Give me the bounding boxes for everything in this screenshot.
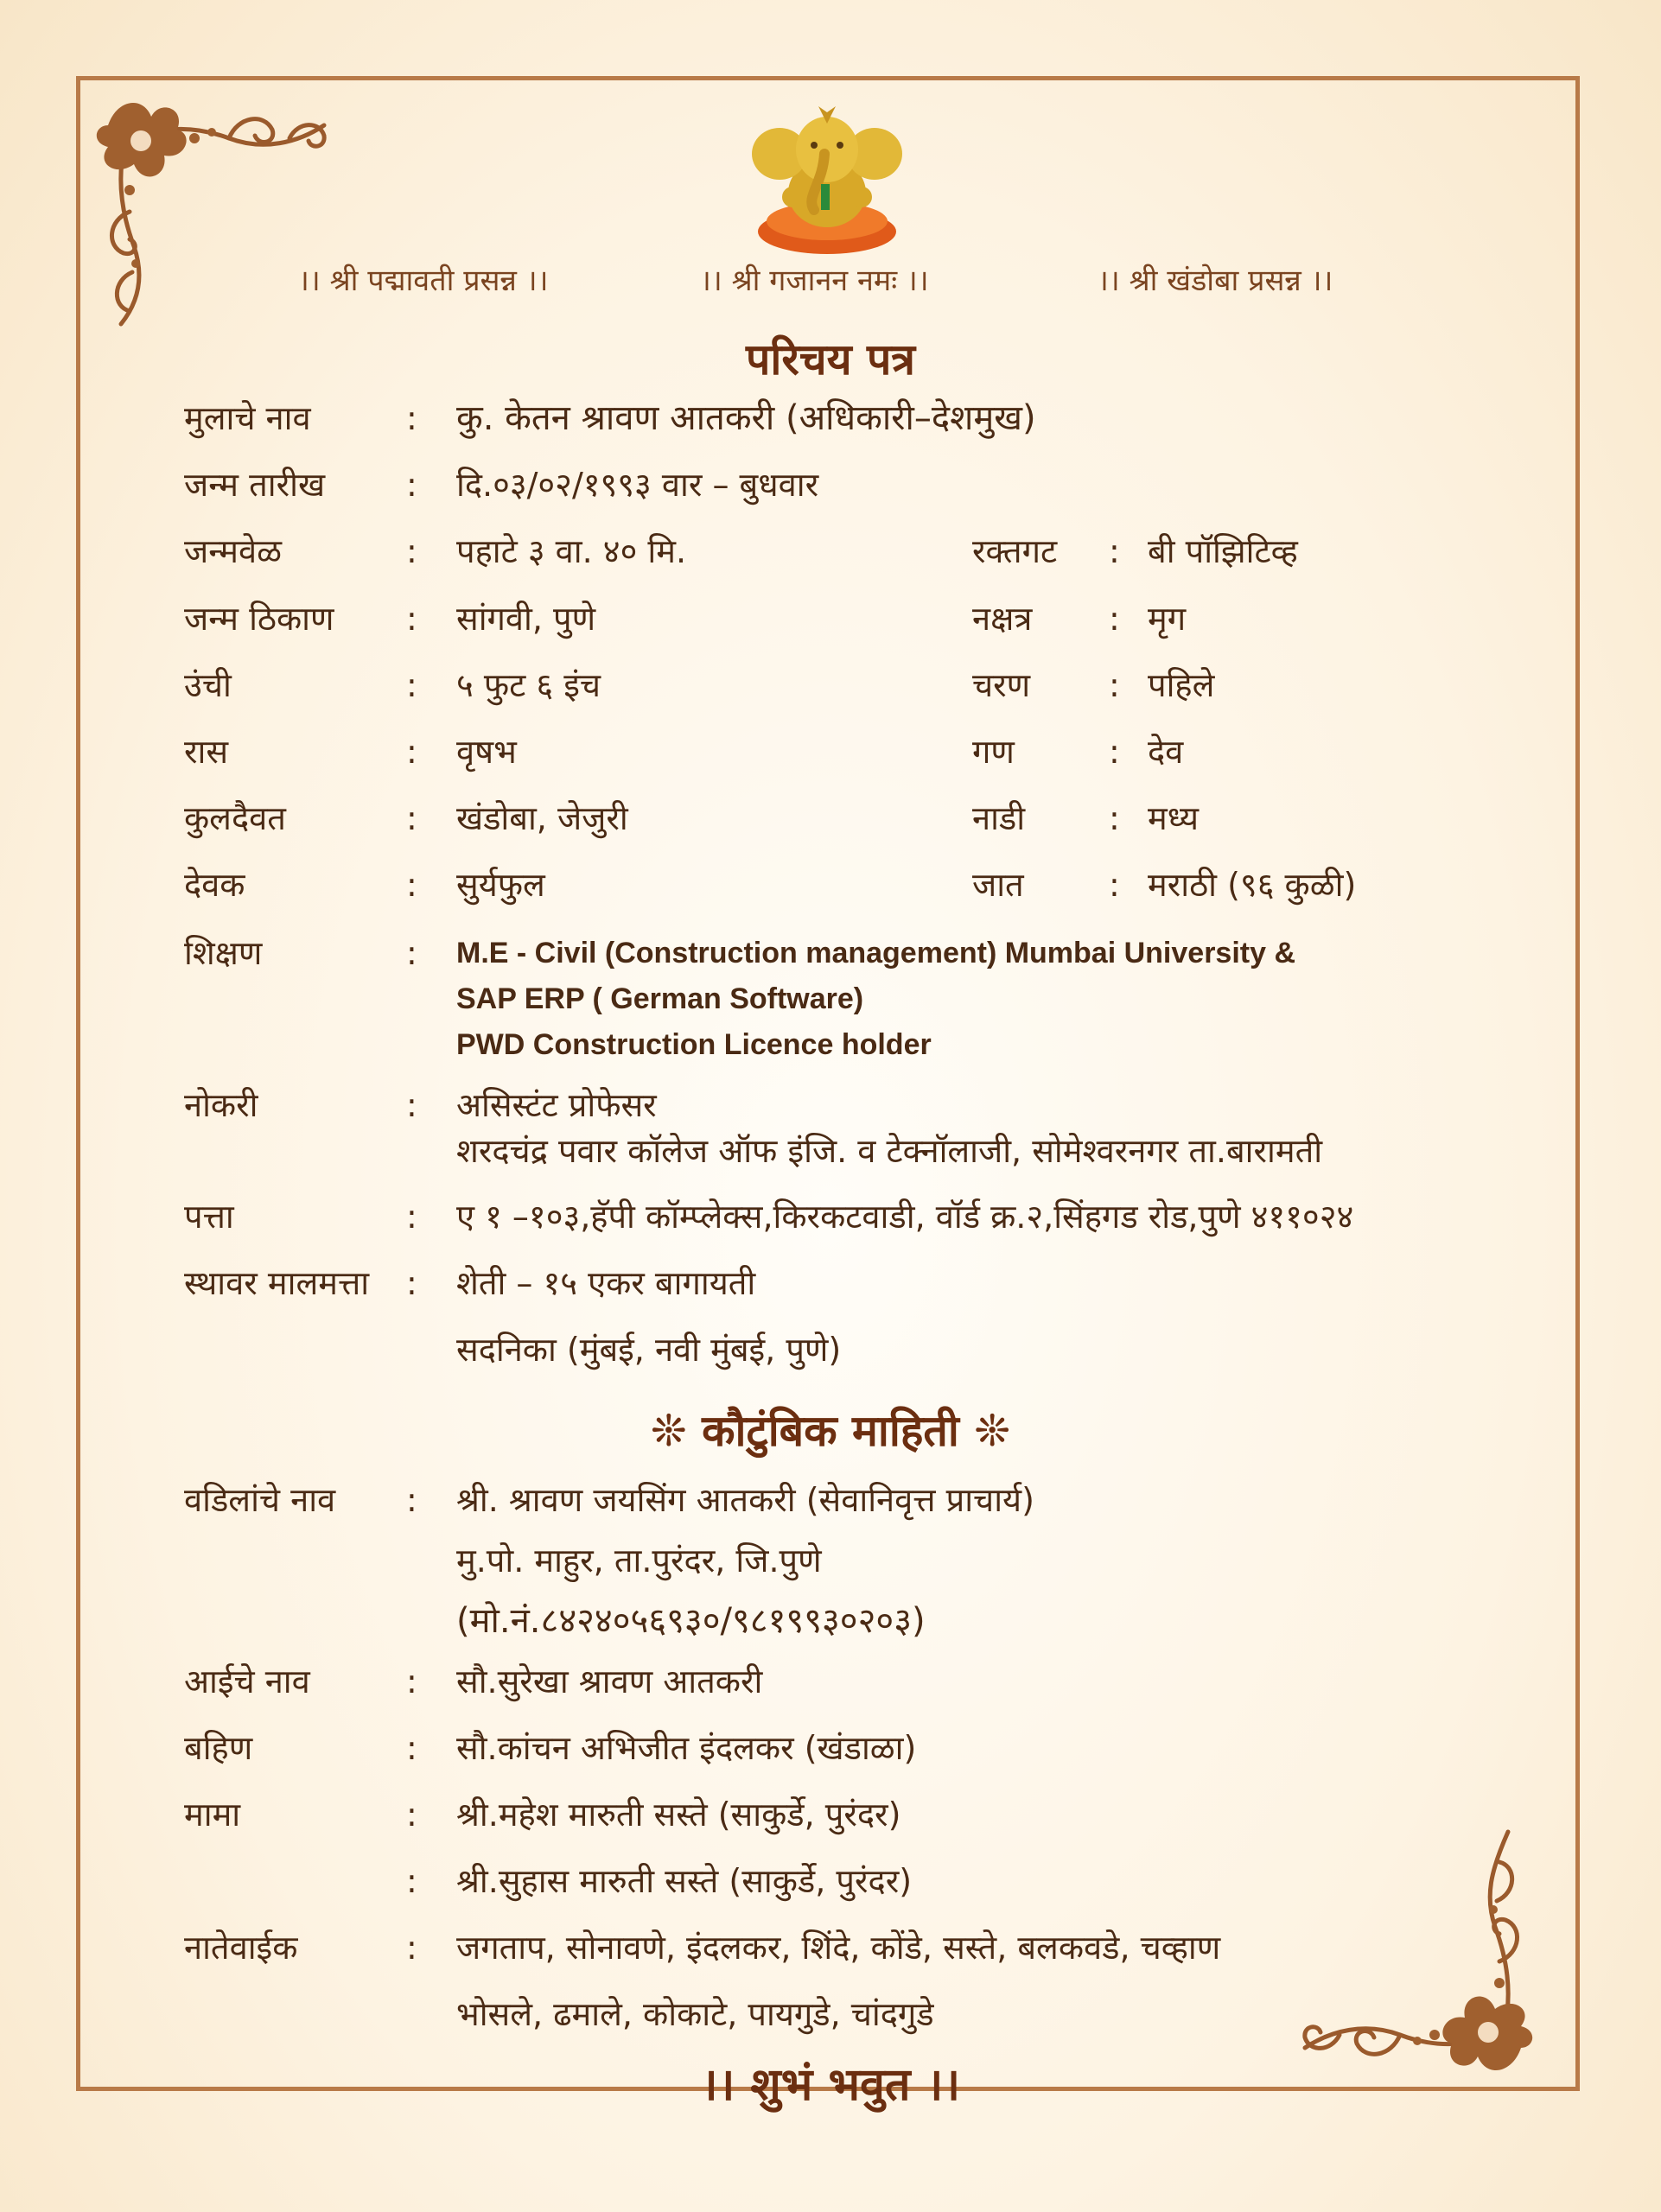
colon: :	[406, 600, 417, 638]
colon: :	[406, 733, 417, 771]
property-value: सदनिका (मुंबई, नवी मुंबई, पुणे)	[456, 1331, 842, 1369]
kuldaivat-label: कुलदैवत	[184, 799, 286, 837]
colon: :	[1109, 600, 1120, 638]
property-value: शेती – १५ एकर बागायती	[456, 1264, 756, 1302]
nakshatra-label: नक्षत्र	[972, 600, 1033, 638]
nadi-label: नाडी	[972, 799, 1026, 837]
page-title: परिचय पत्र	[746, 334, 915, 385]
relatives-value: भोसले, ढमाले, कोकाटे, पायगुडे, चांदगुडे	[456, 1995, 934, 2033]
education-label: शिक्षण	[184, 934, 263, 972]
colon: :	[406, 666, 417, 704]
colon: :	[1109, 866, 1120, 904]
education-line: SAP ERP ( German Software)	[456, 982, 864, 1015]
job-title-value: असिस्टंट प्रोफेसर	[456, 1086, 657, 1124]
birth-place-label: जन्म ठिकाण	[184, 600, 334, 638]
colon: :	[406, 466, 417, 504]
dob-value: दि.०३/०२/१९९३ वार – बुधवार	[456, 466, 819, 504]
address-value: ए १ –१०३,हॅपी कॉम्प्लेक्स,किरकटवाडी, वॉर्ड क्र.२,सिंहगड रोड,पुणे ४११०२४	[456, 1198, 1354, 1236]
nakshatra-value: मृग	[1148, 600, 1187, 638]
name-value: कु. केतन श्रावण आतकरी (अधिकारी–देशमुख)	[456, 398, 1036, 438]
ganesha-idol-image	[745, 102, 909, 257]
floral-corner-ornament	[1279, 1823, 1538, 2082]
height-label: उंची	[184, 666, 232, 704]
birth-time-label: जन्मवेळ	[184, 532, 283, 570]
blessing-padmavati: ।। श्री पद्मावती प्रसन्न ।।	[298, 264, 549, 298]
mother-label: आईचे नाव	[184, 1662, 310, 1700]
height-value: ५ फुट ६ इंच	[456, 666, 601, 704]
colon: :	[406, 1198, 417, 1236]
colon: :	[406, 532, 417, 570]
colon: :	[406, 1796, 417, 1834]
charan-value: पहिले	[1148, 666, 1215, 704]
address-label: पत्ता	[184, 1198, 234, 1236]
education-line: M.E - Civil (Construction management) Mumbai University &	[456, 937, 1296, 969]
devak-label: देवक	[184, 866, 245, 904]
name-label: मुलाचे नाव	[184, 399, 311, 437]
blood-group-label: रक्तगट	[972, 532, 1058, 570]
colon: :	[406, 1481, 417, 1519]
blessing-khandoba: ।। श्री खंडोबा प्रसन्न ।।	[1098, 264, 1333, 298]
colon: :	[1109, 532, 1120, 570]
sister-value: सौ.कांचन अभिजीत इंदलकर (खंडाळा)	[456, 1729, 917, 1767]
education-line: PWD Construction Licence holder	[456, 1028, 932, 1061]
birth-place-value: सांगवी, पुणे	[456, 600, 596, 638]
relatives-label: नातेवाईक	[184, 1929, 298, 1967]
nadi-value: मध्य	[1148, 799, 1200, 837]
colon: :	[406, 934, 417, 972]
sister-label: बहिण	[184, 1729, 253, 1767]
gan-value: देव	[1148, 733, 1184, 771]
mama-value: श्री.महेश मारुती सस्ते (साकुर्डे, पुरंदर)	[456, 1796, 901, 1834]
father-address-value: मु.पो. माहुर, ता.पुरंदर, जि.पुणे	[456, 1541, 822, 1580]
colon: :	[1109, 666, 1120, 704]
colon: :	[1109, 799, 1120, 837]
job-institution-value: शरदचंद्र पवार कॉलेज ऑफ इंजि. व टेक्नॉलाजी, सोमेश्वरनगर ता.बारामती	[456, 1132, 1323, 1170]
colon: :	[406, 1086, 417, 1124]
kuldaivat-value: खंडोबा, जेजुरी	[456, 799, 628, 837]
blood-group-value: बी पॉझिटिव्ह	[1148, 532, 1298, 570]
colon: :	[406, 399, 417, 437]
birth-time-value: पहाटे ३ वा. ४० मि.	[456, 532, 687, 570]
property-label: स्थावर मालमत्ता	[184, 1264, 370, 1302]
mother-value: सौ.सुरेखा श्रावण आतकरी	[456, 1662, 763, 1700]
charan-label: चरण	[972, 666, 1031, 704]
father-label: वडिलांचे नाव	[184, 1481, 336, 1519]
devak-value: सुर्यफुल	[456, 866, 545, 904]
colon: :	[406, 1264, 417, 1302]
blessing-gajanan: ।। श्री गजानन नमः ।।	[700, 264, 929, 298]
footer-blessing: ।। शुभं भवुत ।।	[700, 2059, 961, 2111]
family-section-heading: ❊ कौटुंबिक माहिती ❊	[650, 1406, 1011, 1456]
relatives-value: जगताप, सोनावणे, इंदलकर, शिंदे, कोंडे, सस्ते, बलकवडे, चव्हाण	[456, 1929, 1221, 1967]
caste-value: मराठी (९६ कुळी)	[1148, 866, 1357, 904]
rashi-value: वृषभ	[456, 733, 517, 771]
gan-label: गण	[972, 733, 1015, 771]
father-phone-value: (मो.नं.८४२४०५६९३०/९८१९९३०२०३)	[456, 1601, 926, 1641]
colon: :	[406, 1929, 417, 1967]
dob-label: जन्म तारीख	[184, 466, 326, 504]
caste-label: जात	[972, 866, 1024, 904]
colon: :	[1109, 733, 1120, 771]
father-name-value: श्री. श्रावण जयसिंग आतकरी (सेवानिवृत्त प्राचार्य)	[456, 1481, 1034, 1519]
mama-label: मामा	[184, 1796, 241, 1834]
mama-value: श्री.सुहास मारुती सस्ते (साकुर्डे, पुरंदर)	[456, 1862, 913, 1900]
colon: :	[406, 1729, 417, 1767]
job-label: नोकरी	[184, 1086, 258, 1124]
colon: :	[406, 1862, 417, 1900]
rashi-label: रास	[184, 733, 229, 771]
colon: :	[406, 799, 417, 837]
colon: :	[406, 866, 417, 904]
colon: :	[406, 1662, 417, 1700]
